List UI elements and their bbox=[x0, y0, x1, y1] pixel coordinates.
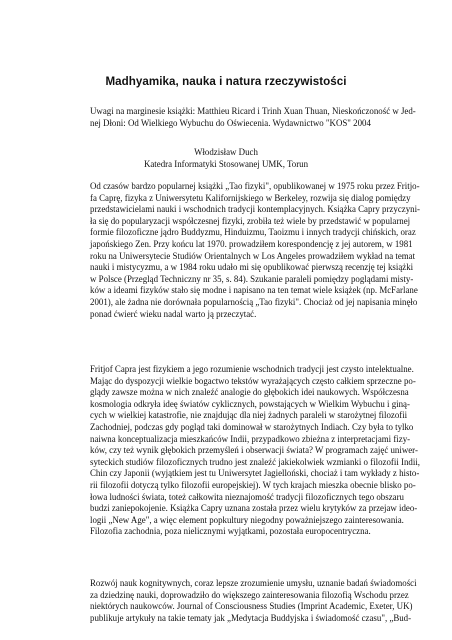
paragraph-line: budzi zaniepokojenie. Książka Capry uznana została przez wielu krytyków za przejaw ideo- bbox=[90, 503, 418, 514]
paragraph-line: cych w wielkiej katastrofie, nie znajdując dla niej żadnych paraleli w starożytnej filozofii bbox=[90, 410, 408, 421]
paragraph-line: Mając do dyspozycji wielkie bogactwo tekstów wyrażających często całkiem sprzeczne po- bbox=[90, 375, 416, 386]
paragraph-2 bbox=[90, 364, 421, 538]
paragraph-line: japońskiego Zen. Przy końcu lat 1970. prowadziłem korespondencję z jej autorem, w 1981 bbox=[90, 238, 413, 249]
paragraph-line: przedstawicielami nauki i wschodnich tradycji kontemplacyjnych. Książka Capry przyczyni- bbox=[90, 204, 420, 215]
paragraph-1 bbox=[90, 181, 420, 320]
document-subtitle bbox=[90, 106, 416, 129]
paragraph-line: za dziedzinę nauki, doprowadziło do większego zainteresowania filozofią Wschodu przez bbox=[90, 589, 409, 600]
paragraph-line: Filozofia zachodnia, poza nielicznymi wyjątkami, pozostała europocentryczna. bbox=[90, 526, 371, 537]
document-title: Madhyamika, nauka i natura rzeczywistości bbox=[105, 75, 347, 88]
paragraph-line: Chin czy Japonii (wyjątkiem jest tu Uniwersytet Jagielloński, chociaż i tam wykłady z histo- bbox=[90, 468, 420, 479]
paragraph-line: naiwna konceptualizacja mieszkańców Indii, przypadkowo zbieżna z interpretacjami fizy- bbox=[90, 433, 411, 444]
paragraph-line: syteckich studiów filozoficznych trudno jest znaleźć jakiekolwiek wzmianki o filozofii Indii, bbox=[90, 456, 421, 467]
paragraph-line: roku na Uniwersytecie Studiów Orientalnych w Los Angeles prowadziłem wykład na temat bbox=[90, 250, 416, 261]
paragraph-3 bbox=[90, 578, 417, 624]
paragraph-line: łowa ludności świata, toteż całkowita nieznajomość tradycji filozoficznych tego obszaru bbox=[90, 491, 404, 502]
author-block bbox=[0, 147, 452, 170]
paragraph-line: nauki i mistycyzmu, a w 1984 roku udało mi się opublikować pierwszą recenzję tej książki bbox=[90, 262, 414, 273]
paragraph-line: kosmologia odkryła ideę światów cyklicznych, powstających w Wielkim Wybuchu i giną- bbox=[90, 398, 410, 409]
subtitle-line: nej Dłoni: Od Wielkiego Wybuchu do Oświecenia. Wydawnictwo "KOS" 2004 bbox=[90, 117, 371, 128]
paragraph-line: niektórych naukowców. Journal of Consciousness Studies (Imprint Academic, Exeter, UK) bbox=[90, 601, 413, 612]
paragraph-line: Zachodniej, podczas gdy pogląd taki dominował w starożytnych Indiach. Czy była to tylko bbox=[90, 421, 414, 432]
paragraph-line: ków a ideami fizyków stało się modne i napisano na ten temat wiele książek (np. McFarlane bbox=[90, 285, 418, 296]
paragraph-line: publikuje artykuły na takie tematy jak „Medytacja Buddyjska i świadomość czasu", „Bud- bbox=[90, 612, 412, 623]
paragraph-line: fa Caprę, fizyka z Uniwersytetu Kalifornijskiego w Berkeley, rozwija się dialog pomiędzy bbox=[90, 192, 411, 203]
paragraph-line: Od czasów bardzo popularnej książki „Tao fizyki", opublikowanej w 1975 roku przez Fritjo- bbox=[90, 181, 420, 191]
author-name: Włodzisław Duch bbox=[194, 147, 258, 157]
paragraph-line: logii „New Age", a więc element popkultury niegodny poważniejszego zainteresowania. bbox=[90, 514, 404, 525]
paragraph-line: formie filozoficzne jądro Buddyzmu, Hinduizmu, Taoizmu i innych tradycji chińskich, oraz bbox=[90, 227, 416, 238]
paragraph-line: ła się do popularyzacji współczesnej fizyki, zrobiła też wiele by przedstawić w popularnej bbox=[90, 215, 411, 226]
paragraph-line: ków, czy też wynik głębokich przemyśleń i obserwacji świata? W programach zajęć uniwer- bbox=[90, 445, 418, 456]
paragraph-line: rii filozofii dotyczą tylko filozofii europejskiej). W tych krajach mieszka obecnie blisko po- bbox=[90, 479, 416, 490]
paragraph-line: glądy zawsze można w nich znaleźć analogie do głębokich idei naukowych. Współczesna bbox=[90, 387, 409, 398]
subtitle-line: Uwagi na marginesie książki: Matthieu Ricard i Trinh Xuan Thuan, Nieskończoność w Jed- bbox=[90, 106, 416, 116]
author-affiliation: Katedra Informatyki Stosowanej UMK, Torun bbox=[143, 158, 309, 169]
paragraph-line: ponad ćwierć wieku nadal warto ją przeczytać. bbox=[90, 308, 257, 319]
paragraph-line: Rozwój nauk kognitywnych, coraz lepsze zrozumienie umysłu, uznanie badań świadomości bbox=[90, 578, 417, 588]
paragraph-line: 2001), ale żadna nie dorównała popularnością „Tao fizyki". Chociaż od jej napisania minęło bbox=[90, 296, 418, 307]
paragraph-line: Fritjof Capra jest fizykiem a jego rozumienie wschodnich tradycji jest czysto intelektualne. bbox=[90, 364, 414, 374]
paragraph-line: w Polsce (Przegląd Techniczny nr 35, s. 84). Szukanie paraleli pomiędzy poglądami misty- bbox=[90, 273, 414, 284]
